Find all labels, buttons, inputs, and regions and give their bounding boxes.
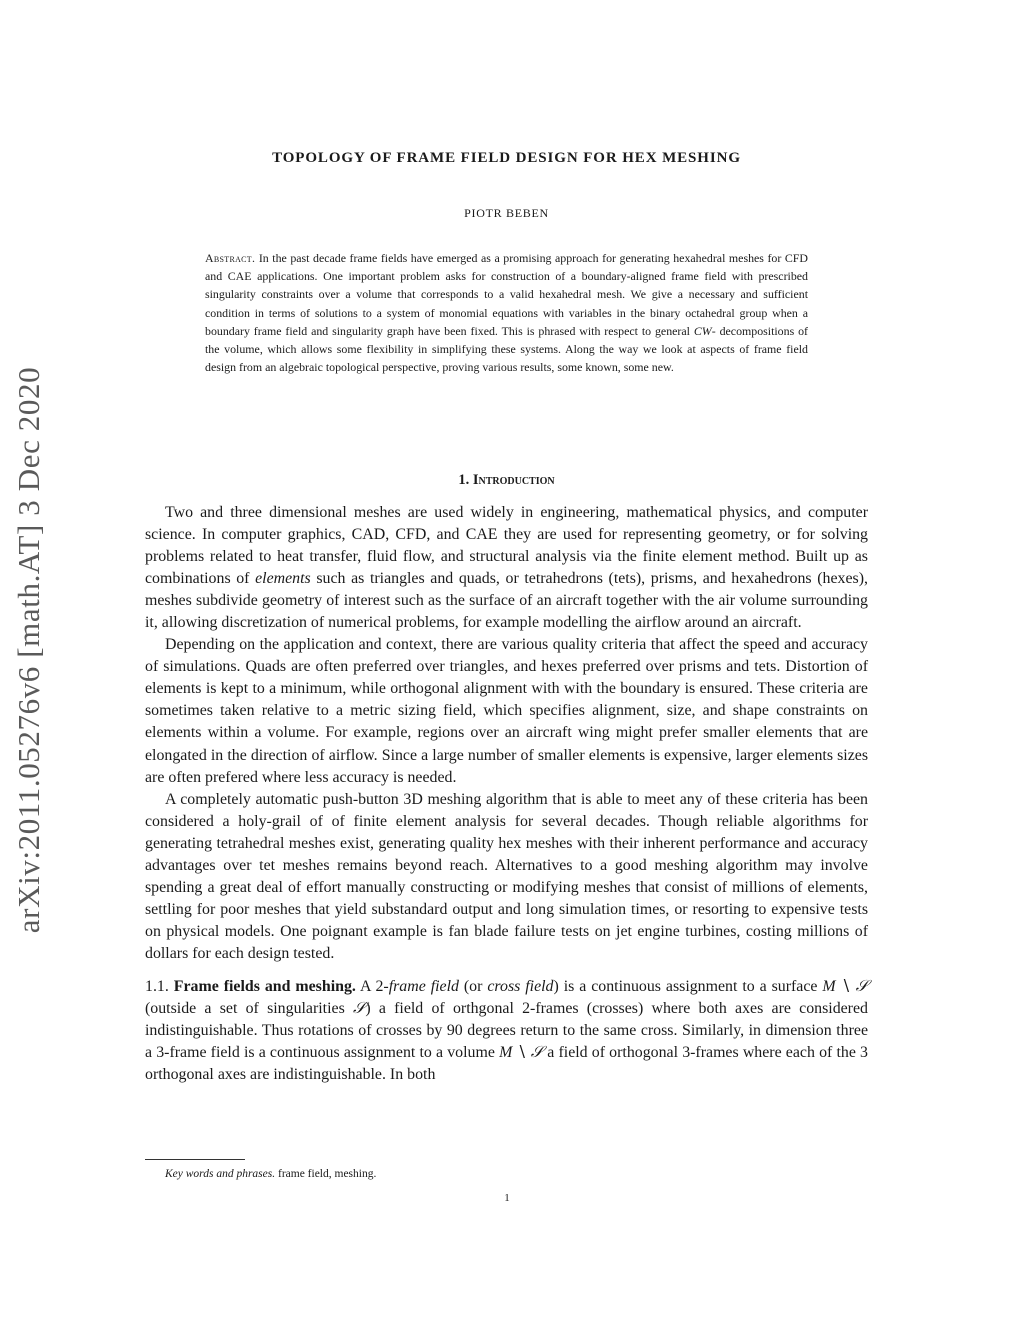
paragraph-3: A completely automatic push-button 3D meshing algorithm that is able to meet any of these criteria has been considered a holy-grail of of finite element analysis for several decades. Though reliable algorithms for generating tetrahedral meshes exist, generating quality hex meshes with their inherent performance and accuracy advantages over tet meshes remains beyond reach. Alternatives to a good meshing algorithm may involve spending a great deal of effort manually constructing or modifying meshes that consist of millions of elements, settling for poor meshes that yield substandard output and long simulation times, or resorting to expensive tests on physical models. One poignant example is fan blade failure tests on jet engine turbines, costing millions of dollars for each design tested. [145, 790, 868, 962]
abstract-text-2: - decompositions of the volume, which allows some flexibility in simplifying these systems. Along the way we look at aspects of frame field design from an algebraic topological perspective, proving various results, some known, some new. [205, 323, 808, 375]
math-m: M [822, 977, 836, 995]
math-s-3: 𝒮 [530, 1044, 544, 1062]
math-m-2: M [499, 1044, 513, 1062]
arxiv-identifier-text: arXiv:2011.05276v6 [math.AT] 3 Dec 2020 [11, 366, 46, 934]
footnote-text: frame field, meshing. [277, 1168, 377, 1180]
subsection-text-1: A 2- [359, 977, 389, 995]
abstract-text-1: In the past decade frame fields have emerged as a promising approach for generating hexahedral meshes for CFD and CAE applications. One important problem asks for construction of a boundary-aligned frame field with prescribed singularity constraints over a volume that corresponds to a valid hexahedral mesh. We give a necessary and sufficient condition in terms of solutions to a system of monomial equations with variables in the binary octahedral group when a boundary frame field and singularity graph have been fixed. This is phrased with respect to general [205, 251, 808, 338]
body-text [145, 502, 868, 1086]
page-number: 1 [504, 1192, 510, 1204]
subsection-text-4: (outside a set of singularities [145, 1000, 345, 1018]
math-s-2: 𝒮 [353, 1000, 366, 1018]
math-s: 𝒮 [855, 977, 868, 995]
math-setminus: ∖ [840, 977, 851, 995]
abstract [205, 249, 808, 376]
emphasis-cross-field: cross field [487, 977, 554, 995]
subsection-text-6: a field of orthogonal 3-frames where each of the 3 orthogonal axes are indistinguishable. In both [145, 1044, 868, 1084]
author-name: PIOTR BEBEN [464, 206, 549, 220]
paragraph-1 [145, 502, 868, 634]
section-heading-introduction [145, 472, 868, 489]
paper-title: TOPOLOGY OF FRAME FIELD DESIGN FOR HEX MESHING [272, 150, 741, 166]
emphasis-frame-field: frame field [388, 977, 459, 995]
emphasis-elements: elements [255, 570, 311, 588]
subsection-text-2: (or [463, 977, 483, 995]
section-title: Introduction [472, 472, 555, 488]
section-number: 1. [458, 472, 470, 488]
math-setminus-2: ∖ [516, 1044, 527, 1062]
footnote-divider [145, 1159, 245, 1160]
abstract-label: Abstract. [205, 251, 256, 265]
subsection-1-1 [145, 976, 868, 1086]
paragraph-1-text-a: Two and three dimensional meshes are used widely in engineering, mathematical physics, and computer science. In computer graphics, CAD, CFD, and CAE they are used for representing geometry, or for solving problems related to heat transfer, fluid flow, and structural analysis via the finite element method. Built up as combinations of [145, 504, 868, 588]
subsection-text-5: ) a field of orthgonal 2-frames (crosses) where both axes are considered indistinguishable. Thus rotations of crosses by 90 degrees return to the same cross. Similarly, in dimension three a 3-frame field is a continuous assignment to a volume [145, 1000, 868, 1062]
footnote-label: Key words and phrases. [165, 1168, 276, 1180]
paragraph-2: Depending on the application and context, there are various quality criteria that affect the speed and accuracy of simulations. Quads are often preferred over triangles, and hexes preferred over prisms and tets. Distortion of elements is kept to a minimum, while orthogonal alignment with with the boundary is ensured. These criteria are sometimes taken relative to a metric sizing field, which specifies alignment, size, and shape constraints on elements within a volume. For example, regions over an aircraft wing might prefer smaller elements that are elongated in the direction of airflow. Since a large number of smaller elements is expensive, larger elements sizes are often prefered where less accuracy is needed. [145, 636, 868, 786]
subsection-text-3: ) is a continuous assignment to a surface [553, 977, 818, 995]
subsection-title: Frame fields and meshing. [173, 977, 356, 995]
subsection-number: 1.1. [145, 977, 169, 995]
paragraph-1-text-b: such as triangles and quads, or tetrahedrons (tets), prisms, and hexahedrons (hexes), meshes subdivide geometry of interest such as the surface of an aircraft together with the air volume surrounding it, allowing discretization of numerical problems, for example modelling the airflow around an aircraft. [145, 570, 868, 632]
footnote [165, 1168, 376, 1180]
arxiv-identifier [4, 340, 54, 960]
abstract-cw-math: CW [693, 323, 712, 338]
